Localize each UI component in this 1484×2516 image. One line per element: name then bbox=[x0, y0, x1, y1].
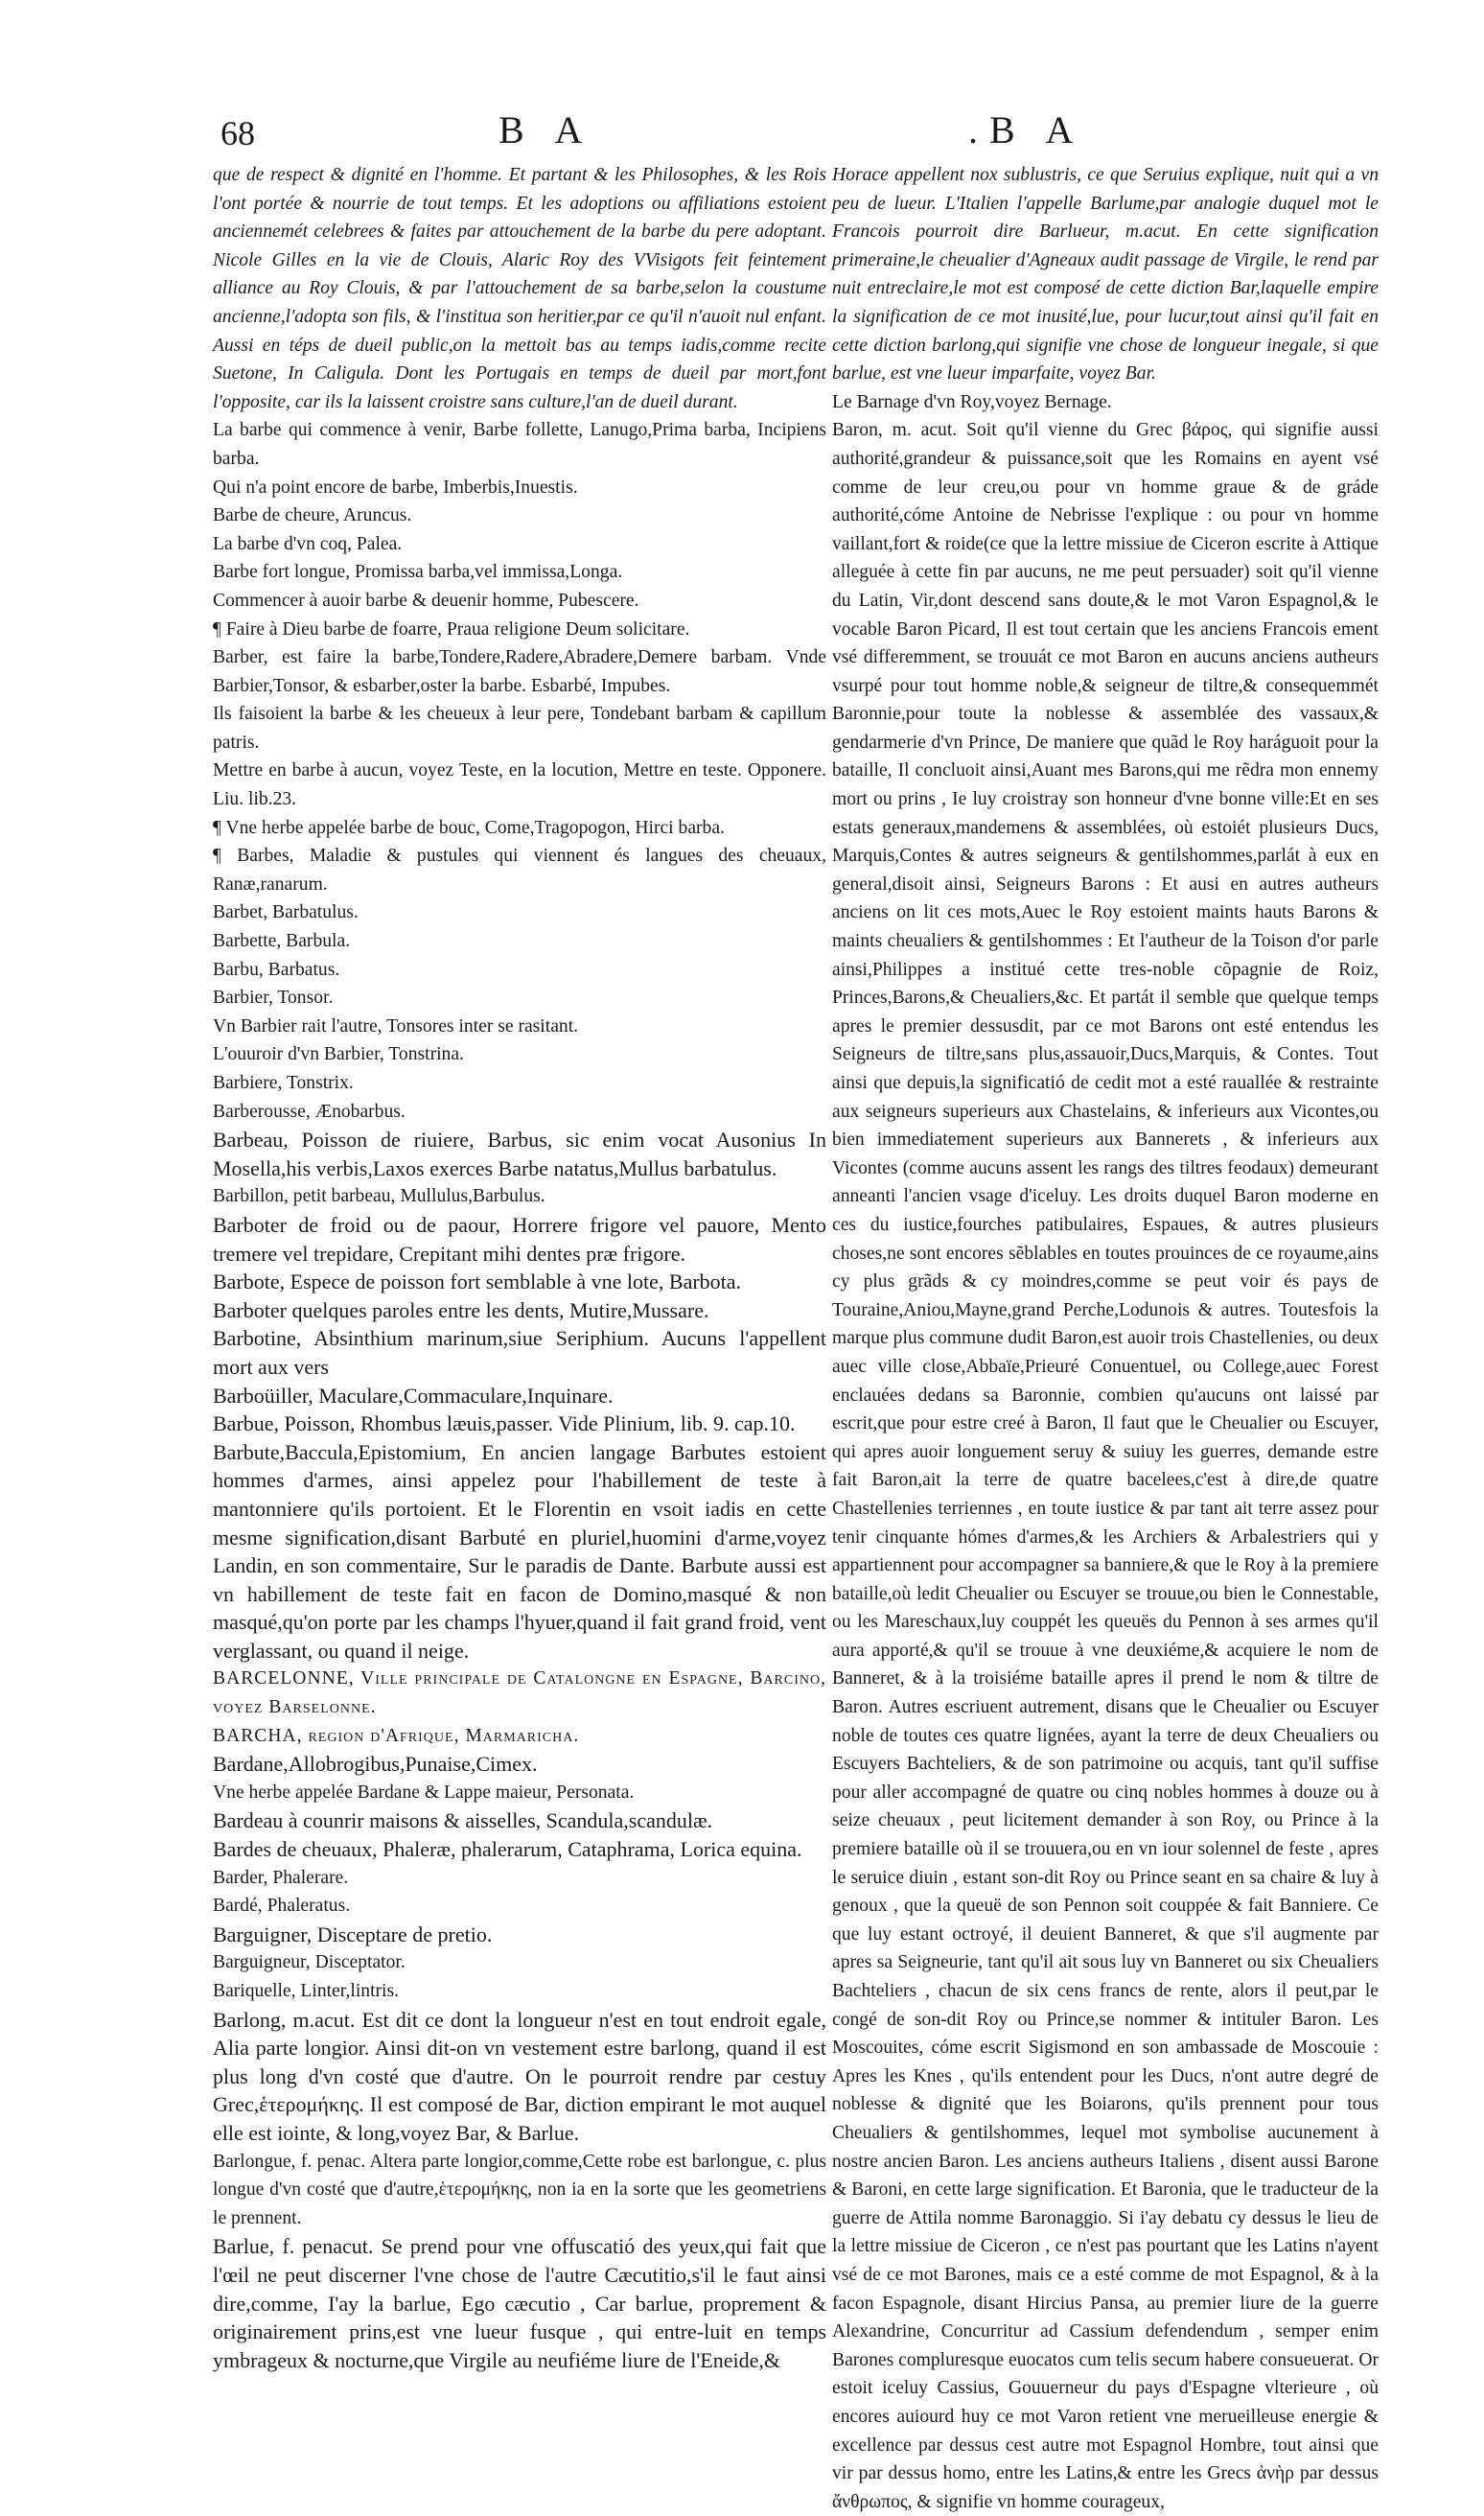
entry-text: ¶ Vne herbe appelée barbe de bouc, Come,Tragopogon, Hirci barba. bbox=[213, 817, 725, 838]
entry-text: La barbe qui commence à venir, Barbe follette, Lanugo,Prima barba, Incipiens barba. bbox=[213, 420, 826, 469]
entry-text: Barbette, Barbula. bbox=[213, 931, 351, 952]
entry-text: Barguigneur, Disceptator. bbox=[213, 1952, 406, 1973]
entry-text: Vn Barbier rait l'autre, Tonsores inter se rasitant. bbox=[213, 1015, 579, 1037]
entry-text: Baron, m. acut. Soit qu'il vienne du Grec βάρος, qui signifie aussi authorité,grandeur & puissance,soit que les Romains en ayent vsé comme de leur creu,ou pour vn homme graue & de gráde authorité,cóme Antoine de Nebrisse l'explique : ou pour vn homme vaillant,fort & roide(ce que la lettre missiue de Ciceron escrite à Attique alleguée à cette fin par aucuns, ne me peut persuader) soit qu'il vienne du Latin, Vir,dont descend sans doute,& le mot Varon Espagnol,& le vocable Baron Picard, Il est tout certain que les anciens Francois ement vsé differemment, se trouuát ce mot Baron en aucuns anciens autheurs vsurpé pour tout homme noble,& seigneur de tiltre,& consequemmét Baronnie,pour toute la noblesse & assemblée des vassaux,& gendarmerie d'vn Prince, De maniere que quãd le Roy haráguoit pour la bataille, Il concluoit ainsi,Auant mes Barons,qui me rẽdra mon ennemy mort ou prins , Ie luy croistray son honneur d'vne bonne ville:Et en ses estats generaux,mandemens & assemblées, où estoiét plusieurs Ducs, Marquis,Contes & autres seigneurs & gentilshommes,parlát à eux en general,disoit ainsi, Seigneurs Barons : Et ausi en autres autheurs anciens on lit ces mots,Auec le Roy estoient maints hauts Barons & maints cheualiers & gentilshommes : Et l'autheur de la Toison d'or parle ainsi,Philippes a institué cette tres-noble cõpagnie de Roiz, Princes,Barons,& Cheualiers,&c. Et partát il semble que quelque temps apres le premier dessusdit, par ce mot Barons ont esté entendus les Seigneurs de tiltre,sans plus,assauoir,Ducs,Marquis, & Contes. Tout ainsi que depuis,la significatió de cedit mot a esté rauallée & restrainte aux seigneurs superieurs aux Chastelains, & inferieurs aux Vicontes,ou bien immediatement superieurs aux Bannerets , & inferieurs aux Vicontes (comme aucuns assent les rangs des tiltres feodaux) demeurant anneanti l'ancien vsage d'iceluy. Les droits duquel Baron moderne en ces du iustice,fourches patibulaires, Espaues, & autres plusieurs choses,ne sont encores sẽblables en toutes prouinces de ce royaume,ains cy plus grãds & cy moindres,comme se peut voir és pays de Touraine,Aniou,Mayne,grand Perche,Lodunois & autres. Toutesfois la marque plus commune dudit Baron,est auoir trois Chastellenies, ou deux auec ville close,Abbaïe,Prieuré Conuentuel, ou College,auec Forest enclauées dedans sa Baronnie, combien qu'aucuns ont laissé par escrit,que pour estre creé à Baron, Il faut que le Cheualier ou Escuyer, qui apres auoir longuement seruy & suiuy les guerres, demande estre fait Baron,ait la terre de quatre bacelees,c'est à dire,de quatre Chastellenies terriennes , en toute iustice & par tant ait terre assez pour tenir cinquante hómes d'armes,& les Archiers & Arbalestriers qui y appartiennent pour accompagner sa banniere,& que le Roy à la premiere bataille,où ledit Cheualier ou Escuyer se trouue,ou bien le Connestable, ou les Mareschaux,luy couppét les queuës du Pennon à ses armes qu'il aura apporté,& qu'il se trouue à vne deuxiéme,& acquiere le nom de Banneret, & à la troisiéme bataille apres il prend le nom & tiltre de Baron. Autres escriuent autrement, disans que le Cheualier ou Escuyer noble de toutes ces quatre lignées, ayant la terre de deux Cheualiers ou Escuyers Bachteliers, & de son patrimoine ou acquis, tant qu'il suffise pour aller accompagné de quatre ou cinq nobles hommes à douze ou à seize cheuaux , peut licitement demander à son Roy, ou Prince à la premiere bataille où il se trouuera,ou en vn iour solennel de feste , apres le seruice diuin , estant son-dit Roy ou Prince seant en sa chaire & luy à genoux , que la queuë de son Pennon soit couppée & fait Banniere. Ce que luy estant octroyé, il deuient Banneret, & que s'il augmente par apres sa Seigneurie, tant qu'il ait sous luy vn Banneret ou six Cheualiers Bachteliers , chacun de six cens francs de rente, alors il peut,par le congé de son-dit Roy ou Prince,se nommer & intituler Baron. Les Moscouites, cóme escrit Sigismond en son ambassade de Moscouie : Apres les Knes , qu'ils entendent pour les Ducs, n'ont autre degré de noblesse & dignité que les Boiarons, qu'ils prennent pour tous Cheualiers & gentilshommes, lequel mot symbolise aucunement à nostre ancien Baron. Les anciens autheurs Italiens , disent aussi Barone & Baroni, en cette large signification. Et Baronia, que le traducteur de la guerre de Attila nomme Baronaggio. Si i'ay debatu cy dessus le lieu de la lettre missiue de Ciceron , ce n'est pas pourtant que les Latins n'ayent vsé de ce mot Barones, mais ce a esté comme de mot Espagnol, & à la facon Espagnole, disant Hircius Pansa, au premier liure de la guerre Alexandrine, Concurritur ad Cassium defendendum , semper enim Barones compluresque euocatos cum telis secum habere consueuerat. Or estoit iceluy Cassius, Gouuerneur du pays d'Espagne vlterieure , où encores auiourd huy ce mot Varon retient vne merueilleuse energie & excellence par dessus cest autre mot Espagnol Hombre, tout ainsi que vir par dessus homo, entre les Latins,& entre les Grecs ἀνὴρ par dessus ἄνθρωπος, & signifie vn homme courageux, bbox=[832, 420, 1379, 2512]
entry-text: Barlongue, f. penac. Altera parte longior,comme,Cette robe est barlongue, c. plus longue d'vn costé que d'autre,ἑτερομήκης, non ia en la sorte que les geometriens le prennent. bbox=[213, 2151, 826, 2228]
entry-text: Barbu, Barbatus. bbox=[213, 959, 340, 980]
running-head-left: B A bbox=[499, 108, 594, 151]
entry-text: Barbe de cheure, Aruncus. bbox=[213, 505, 412, 526]
entry-text: Commencer à auoir barbe & deuenir homme, Pubescere. bbox=[213, 590, 639, 611]
entry-text: Barber, est faire la barbe,Tondere,Radere,Abradere,Demere barbam. Vnde Barbier,Tonsor, & esbarber,oster la barbe. Esbarbé, Impubes. bbox=[213, 647, 826, 696]
left-column bbox=[213, 161, 826, 2372]
entry-text: Qui n'a point encore de barbe, Imberbis,Inuestis. bbox=[213, 477, 578, 498]
entry-text: Le Barnage d'vn Roy,voyez Bernage. bbox=[832, 391, 1112, 412]
entry-text: Mettre en barbe à aucun, voyez Teste, en la locution, Mettre en teste. Opponere. Liu. lib.23. bbox=[213, 760, 826, 810]
entry-text: Bardane,Allobrogibus,Punaise,Cimex. bbox=[213, 1752, 538, 1777]
entry-text: Bariquelle, Linter,lintris. bbox=[213, 1981, 400, 2001]
entry-text: La barbe d'vn coq, Palea. bbox=[213, 533, 403, 554]
entry-text: Bardes de cheuaux, Phaleræ, phalerarum, Cataphrama, Lorica equina. bbox=[213, 1837, 802, 1862]
entry-text: Barbute,Baccula,Epistomium, En ancien langage Barbutes estoient hommes d'armes, ainsi appelez pour l'habillement de teste à mantonniere qu'ils portoient. Et le Florentin en vsoit iadis en cette mesme signification,disant Barbuté en pluriel,huomini d'arme,voyez Landin, en son commentaire, Sur le paradis de Dante. Barbute aussi est vn habillement de teste fait en facon de Domino,masqué & non masqué,qu'on porte par les champs l'hyuer,quand il fait grand froid, vent verglassant, ou quand il neige. bbox=[213, 1439, 826, 1663]
entry-text: Barguigner, Disceptare de pretio. bbox=[213, 1922, 493, 1946]
entry-text: Barlong, m.acut. Est dit ce dont la longueur n'est en tout endroit egale, Alia parte longior. Ainsi dit-on vn vestement estre barlong, quand il est plus long d'vn costé que d'autre. On le pourroit rendre par cestuy Grec,ἑτερομήκης. Il est composé de Bar, diction empirant le mot auquel elle est iointe, & long,voyez Bar, & Barlue. bbox=[213, 2007, 826, 2145]
entry-text: Barboter de froid ou de paour, Horrere frigore vel pauore, Mento tremere vel trepidare, Crepitant mihi dentes præ frigore. bbox=[213, 1212, 826, 1266]
entry-text: Ils faisoient la barbe & les cheueux à leur pere, Tondebant barbam & capillum patris. bbox=[213, 704, 826, 753]
entry-text: que de respect & dignité en l'homme. Et partant & les Philosophes, & les Rois l'ont portée & nourrie de tout temps. Et les adoptions ou affiliations estoient anciennemét celebrees & faites par attouchement de la barbe du pere adoptant. Nicole Gilles en la vie de Clouis, Alaric Roy des VVisigots feit feintement alliance au Roy Clouis, & par l'attouchement de sa barbe,selon la coustume ancienne,l'adopta son fils, & l'institua son heritier,par ce qu'il n'auoit nul enfant. Aussi en téps de dueil public,on la mettoit bas au temps iadis,comme recite Suetone, In Caligula. Dont les Portugais en temps de dueil par mort,font l'opposite, car ils la laissent croistre sans culture,l'an de dueil durant. bbox=[213, 165, 826, 412]
entry-text: Barbiere, Tonstrix. bbox=[213, 1073, 354, 1093]
entry-text: Barbet, Barbatulus. bbox=[213, 902, 359, 923]
entry-text: Horace appellent nox sublustris, ce que Seruius explique, nuit qui a vn peu de lueur. L'Italien l'appelle Barlume,par analogie duquel mot le Francois pourroit dire Barlueur, m.acut. En cette signification primeraine,le cheualier d'Agneaux audit passage de Virgile, le rend par nuit entreclaire,le mot est composé de cette diction Bar,laquelle empire la signification de ce mot inusité,lue, pour lucur,tout ainsi qu'il fait en cette diction barlong,qui signifie vne chose de longueur inegale, si que barlue, est vne lueur imparfaite, voyez Bar. bbox=[832, 165, 1379, 384]
running-head-right: .B A bbox=[968, 108, 1085, 151]
right-column bbox=[832, 161, 1379, 2512]
entry-text: Barboüiller, Maculare,Commaculare,Inquinare. bbox=[213, 1383, 614, 1408]
entry-text: ¶ Faire à Dieu barbe de foarre, Praua religione Deum solicitare. bbox=[213, 618, 690, 640]
entry-text: Bardé, Phaleratus. bbox=[213, 1896, 351, 1917]
entry-text: Barbillon, petit barbeau, Mullulus,Barbulus. bbox=[213, 1186, 545, 1207]
entry-text: Vne herbe appelée Bardane & Lappe maieur, Personata. bbox=[213, 1782, 635, 1803]
entry-text: ¶ Barbes, Maladie & pustules qui viennent és langues des cheuaux, Ranæ,ranarum. bbox=[213, 846, 826, 895]
entry-text: Barboter quelques paroles entre les dents, Mutire,Mussare. bbox=[213, 1297, 709, 1322]
entry-text: Barder, Phalerare. bbox=[213, 1867, 349, 1888]
entry-text: Barbeau, Poisson de riuiere, Barbus, sic enim vocat Ausonius In Mosella,his verbis,Laxos exerces Barbe natatus,Mullus barbatulus. bbox=[213, 1128, 826, 1180]
entry-text: Barbote, Espece de poisson fort semblable à vne lote, Barbota. bbox=[213, 1270, 742, 1294]
entry-text: Barbier, Tonsor. bbox=[213, 988, 334, 1009]
entry-text: BARCELONNE, Ville principale de Catalongne en Espagne, Barcino, voyez Barselonne. bbox=[213, 1668, 826, 1718]
page-number: 68 bbox=[220, 114, 255, 152]
entry-text: Barbue, Poisson, Rhombus læuis,passer. Vide Plinium, lib. 9. cap.10. bbox=[213, 1411, 796, 1436]
entry-text: Barbe fort longue, Promissa barba,vel immissa,Longa. bbox=[213, 562, 623, 583]
entry-text: Bardeau à counrir maisons & aisselles, Scandula,scandulæ. bbox=[213, 1808, 713, 1833]
entry-text: Barberousse, Ænobarbus. bbox=[213, 1101, 406, 1122]
entry-text: BARCHA, region d'Afrique, Marmaricha. bbox=[213, 1725, 580, 1746]
entry-text: L'ouuroir d'vn Barbier, Tonstrina. bbox=[213, 1044, 464, 1065]
entry-text: Barlue, f. penacut. Se prend pour vne offuscatió des yeux,qui fait que l'œil ne peut discerner l'vne chose de l'autre Cæcutitio,s'il le faut ainsi dire,comme, I'ay la barlue, Ego cæcutio , Car barlue, proprement & originairement prins,est vne lueur fusque , qui entre-luit en temps ymbrageux & nocturne,que Virgile au neufiéme liure de l'Eneide,& bbox=[213, 2234, 826, 2372]
entry-text: Barbotine, Absinthium marinum,siue Seriphium. Aucuns l'appellent mort aux vers bbox=[213, 1326, 826, 1379]
